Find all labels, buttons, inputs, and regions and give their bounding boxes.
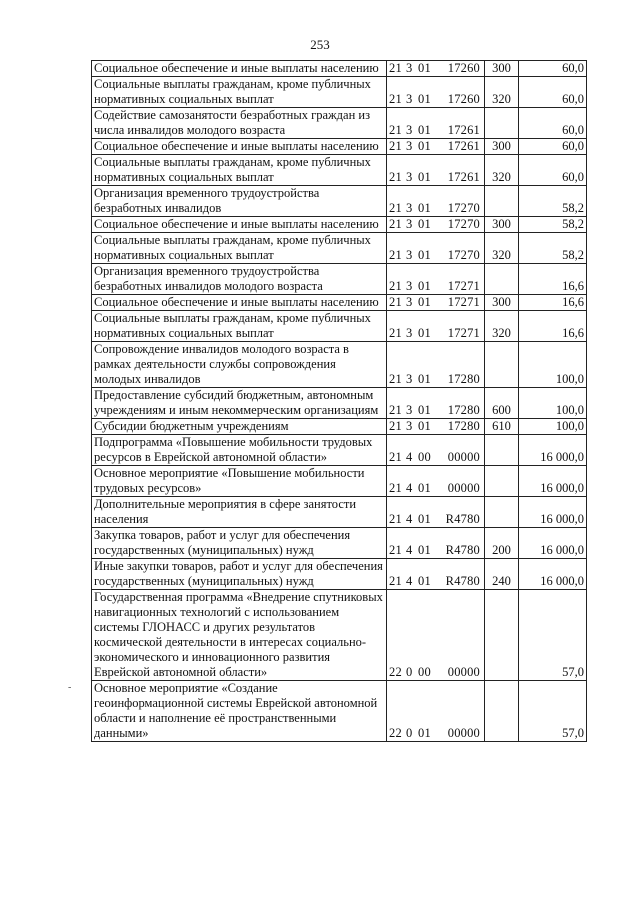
code-part: 3 xyxy=(406,403,413,417)
row-name: Подпрограмма «Повышение мобильности трудовых ресурсов в Еврейской автономной области» xyxy=(92,435,387,466)
budget-table-body xyxy=(92,61,587,742)
code-part: 21 xyxy=(389,481,402,495)
row-amount: 58,2 xyxy=(519,186,587,217)
row-name: Социальное обеспечение и иные выплаты населению xyxy=(92,217,387,233)
row-code xyxy=(387,264,485,295)
row-expense-type: 200 xyxy=(485,528,519,559)
row-name: Государственная программа «Внедрение спутниковых навигационных технологий с использованием системы ГЛОНАСС и других результатов космической деятельности в интересах социально-экономического и инновационного развития Еврейской автономной области» xyxy=(92,590,387,681)
row-expense-type: 320 xyxy=(485,77,519,108)
code-part: 3 xyxy=(406,61,413,75)
table-row xyxy=(92,681,587,742)
row-expense-type: 600 xyxy=(485,388,519,419)
row-code xyxy=(387,419,485,435)
code-part: 21 xyxy=(389,92,402,106)
row-code xyxy=(387,388,485,419)
code-part: 17270 xyxy=(447,217,480,231)
row-amount: 100,0 xyxy=(519,388,587,419)
code-part: 21 xyxy=(389,450,402,464)
row-expense-type: 320 xyxy=(485,155,519,186)
code-part: 01 xyxy=(418,403,431,417)
row-amount: 16 000,0 xyxy=(519,435,587,466)
table-row xyxy=(92,435,587,466)
row-expense-type xyxy=(485,497,519,528)
code-part: 3 xyxy=(406,123,413,137)
code-part: 3 xyxy=(406,92,413,106)
table-row xyxy=(92,295,587,311)
code-part: 3 xyxy=(406,279,413,293)
row-expense-type xyxy=(485,108,519,139)
code-part: 3 xyxy=(406,170,413,184)
row-amount: 16,6 xyxy=(519,311,587,342)
row-expense-type: 240 xyxy=(485,559,519,590)
table-row xyxy=(92,108,587,139)
code-part: 01 xyxy=(418,574,431,588)
row-amount: 16,6 xyxy=(519,264,587,295)
row-amount: 57,0 xyxy=(519,681,587,742)
code-part: 00000 xyxy=(447,726,480,740)
code-part: 21 xyxy=(389,403,402,417)
row-code xyxy=(387,342,485,388)
row-code xyxy=(387,77,485,108)
row-code xyxy=(387,435,485,466)
code-part: 21 xyxy=(389,139,402,153)
row-code xyxy=(387,108,485,139)
code-part: R4780 xyxy=(445,512,480,526)
page-number: 253 xyxy=(310,37,330,52)
code-part: 01 xyxy=(418,170,431,184)
code-part: 00 xyxy=(418,665,431,679)
row-code xyxy=(387,155,485,186)
row-code xyxy=(387,466,485,497)
code-part: 00000 xyxy=(447,450,480,464)
code-part: 01 xyxy=(418,295,431,309)
row-name: Организация временного трудоустройства безработных инвалидов молодого возраста xyxy=(92,264,387,295)
row-expense-type: 300 xyxy=(485,295,519,311)
row-name: Социальные выплаты гражданам, кроме публичных нормативных социальных выплат xyxy=(92,155,387,186)
code-part: 00 xyxy=(418,450,431,464)
code-part: 17260 xyxy=(447,61,480,75)
row-name: Основное мероприятие «Создание геоинформационной системы Еврейской автономной области и наполнение её пространственными данными» xyxy=(92,681,387,742)
code-part: 17260 xyxy=(447,92,480,106)
table-row xyxy=(92,559,587,590)
code-part: 22 xyxy=(389,726,402,740)
code-part: 17270 xyxy=(447,248,480,262)
code-part: 3 xyxy=(406,372,413,386)
code-part: 01 xyxy=(418,481,431,495)
row-amount: 16 000,0 xyxy=(519,528,587,559)
table-row xyxy=(92,528,587,559)
row-amount: 60,0 xyxy=(519,77,587,108)
code-part: R4780 xyxy=(445,574,480,588)
margin-mark: - xyxy=(68,682,72,693)
row-code xyxy=(387,681,485,742)
code-part: 01 xyxy=(418,248,431,262)
code-part: 21 xyxy=(389,419,402,433)
table-row xyxy=(92,497,587,528)
code-part: 4 xyxy=(406,512,413,526)
row-code xyxy=(387,186,485,217)
row-expense-type: 320 xyxy=(485,233,519,264)
code-part: 00000 xyxy=(447,665,480,679)
row-name: Социальное обеспечение и иные выплаты населению xyxy=(92,295,387,311)
row-name: Социальные выплаты гражданам, кроме публичных нормативных социальных выплат xyxy=(92,311,387,342)
row-code xyxy=(387,559,485,590)
code-part: 21 xyxy=(389,295,402,309)
code-part: 21 xyxy=(389,372,402,386)
row-name: Иные закупки товаров, работ и услуг для обеспечения государственных (муниципальных) нужд xyxy=(92,559,387,590)
table-row xyxy=(92,264,587,295)
code-part: 01 xyxy=(418,543,431,557)
budget-table xyxy=(91,60,587,742)
code-part: 21 xyxy=(389,217,402,231)
row-expense-type xyxy=(485,435,519,466)
code-part: 0 xyxy=(406,665,413,679)
table-row xyxy=(92,61,587,77)
row-name: Социальные выплаты гражданам, кроме публичных нормативных социальных выплат xyxy=(92,77,387,108)
code-part: 01 xyxy=(418,279,431,293)
code-part: 3 xyxy=(406,295,413,309)
row-code xyxy=(387,311,485,342)
code-part: 17280 xyxy=(447,403,480,417)
row-expense-type xyxy=(485,466,519,497)
row-expense-type xyxy=(485,342,519,388)
row-amount: 60,0 xyxy=(519,139,587,155)
code-part: 01 xyxy=(418,726,431,740)
code-part: 01 xyxy=(418,139,431,153)
row-code xyxy=(387,217,485,233)
table-row xyxy=(92,388,587,419)
code-part: 01 xyxy=(418,92,431,106)
row-code xyxy=(387,139,485,155)
row-amount: 57,0 xyxy=(519,590,587,681)
code-part: 17261 xyxy=(447,123,480,137)
code-part: 21 xyxy=(389,326,402,340)
row-code xyxy=(387,497,485,528)
table-row xyxy=(92,311,587,342)
row-code xyxy=(387,528,485,559)
table-row xyxy=(92,233,587,264)
code-part: 17261 xyxy=(447,170,480,184)
code-part: 3 xyxy=(406,419,413,433)
row-expense-type: 300 xyxy=(485,139,519,155)
row-name: Содействие самозанятости безработных граждан из числа инвалидов молодого возраста xyxy=(92,108,387,139)
table-row xyxy=(92,342,587,388)
row-amount: 60,0 xyxy=(519,61,587,77)
code-part: 17270 xyxy=(447,201,480,215)
row-amount: 58,2 xyxy=(519,233,587,264)
row-name: Субсидии бюджетным учреждениям xyxy=(92,419,387,435)
code-part: 3 xyxy=(406,217,413,231)
code-part: 21 xyxy=(389,279,402,293)
row-code xyxy=(387,295,485,311)
code-part: 01 xyxy=(418,217,431,231)
row-name: Организация временного трудоустройства безработных инвалидов xyxy=(92,186,387,217)
row-code xyxy=(387,233,485,264)
row-expense-type xyxy=(485,186,519,217)
row-name: Закупка товаров, работ и услуг для обеспечения государственных (муниципальных) нужд xyxy=(92,528,387,559)
row-expense-type: 300 xyxy=(485,61,519,77)
code-part: 21 xyxy=(389,543,402,557)
code-part: 3 xyxy=(406,326,413,340)
code-part: 4 xyxy=(406,481,413,495)
code-part: 21 xyxy=(389,201,402,215)
row-expense-type: 320 xyxy=(485,311,519,342)
code-part: 01 xyxy=(418,326,431,340)
row-amount: 100,0 xyxy=(519,342,587,388)
row-amount: 16,6 xyxy=(519,295,587,311)
table-row xyxy=(92,77,587,108)
table-row xyxy=(92,186,587,217)
row-name: Социальные выплаты гражданам, кроме публичных нормативных социальных выплат xyxy=(92,233,387,264)
code-part: 21 xyxy=(389,512,402,526)
code-part: 17271 xyxy=(447,326,480,340)
row-amount: 60,0 xyxy=(519,155,587,186)
code-part: 4 xyxy=(406,450,413,464)
row-name: Сопровождение инвалидов молодого возраста в рамках деятельности службы сопровождения молодых инвалидов xyxy=(92,342,387,388)
code-part: 01 xyxy=(418,419,431,433)
table-row xyxy=(92,155,587,186)
code-part: 3 xyxy=(406,139,413,153)
code-part: 17261 xyxy=(447,139,480,153)
code-part: 01 xyxy=(418,201,431,215)
code-part: 00000 xyxy=(447,481,480,495)
row-name: Социальное обеспечение и иные выплаты населению xyxy=(92,139,387,155)
row-amount: 16 000,0 xyxy=(519,497,587,528)
row-amount: 16 000,0 xyxy=(519,466,587,497)
row-expense-type xyxy=(485,681,519,742)
row-name: Предоставление субсидий бюджетным, автономным учреждениям и иным некоммерческим организациям xyxy=(92,388,387,419)
row-code xyxy=(387,61,485,77)
row-amount: 100,0 xyxy=(519,419,587,435)
row-amount: 60,0 xyxy=(519,108,587,139)
code-part: 01 xyxy=(418,372,431,386)
code-part: 01 xyxy=(418,512,431,526)
code-part: 21 xyxy=(389,574,402,588)
code-part: 21 xyxy=(389,248,402,262)
table-row xyxy=(92,466,587,497)
table-row xyxy=(92,139,587,155)
row-expense-type xyxy=(485,590,519,681)
code-part: 4 xyxy=(406,574,413,588)
code-part: 22 xyxy=(389,665,402,679)
row-amount: 58,2 xyxy=(519,217,587,233)
code-part: 01 xyxy=(418,61,431,75)
row-name: Основное мероприятие «Повышение мобильности трудовых ресурсов» xyxy=(92,466,387,497)
table-row xyxy=(92,217,587,233)
row-amount: 16 000,0 xyxy=(519,559,587,590)
code-part: R4780 xyxy=(445,543,480,557)
row-expense-type: 300 xyxy=(485,217,519,233)
code-part: 21 xyxy=(389,123,402,137)
row-expense-type: 610 xyxy=(485,419,519,435)
code-part: 17271 xyxy=(447,279,480,293)
code-part: 0 xyxy=(406,726,413,740)
code-part: 21 xyxy=(389,61,402,75)
code-part: 3 xyxy=(406,201,413,215)
row-name: Дополнительные мероприятия в сфере занятости населения xyxy=(92,497,387,528)
row-code xyxy=(387,590,485,681)
row-expense-type xyxy=(485,264,519,295)
row-name: Социальное обеспечение и иные выплаты населению xyxy=(92,61,387,77)
code-part: 17280 xyxy=(447,419,480,433)
code-part: 4 xyxy=(406,543,413,557)
code-part: 3 xyxy=(406,248,413,262)
code-part: 21 xyxy=(389,170,402,184)
table-row xyxy=(92,419,587,435)
code-part: 01 xyxy=(418,123,431,137)
code-part: 17280 xyxy=(447,372,480,386)
code-part: 17271 xyxy=(447,295,480,309)
table-row xyxy=(92,590,587,681)
